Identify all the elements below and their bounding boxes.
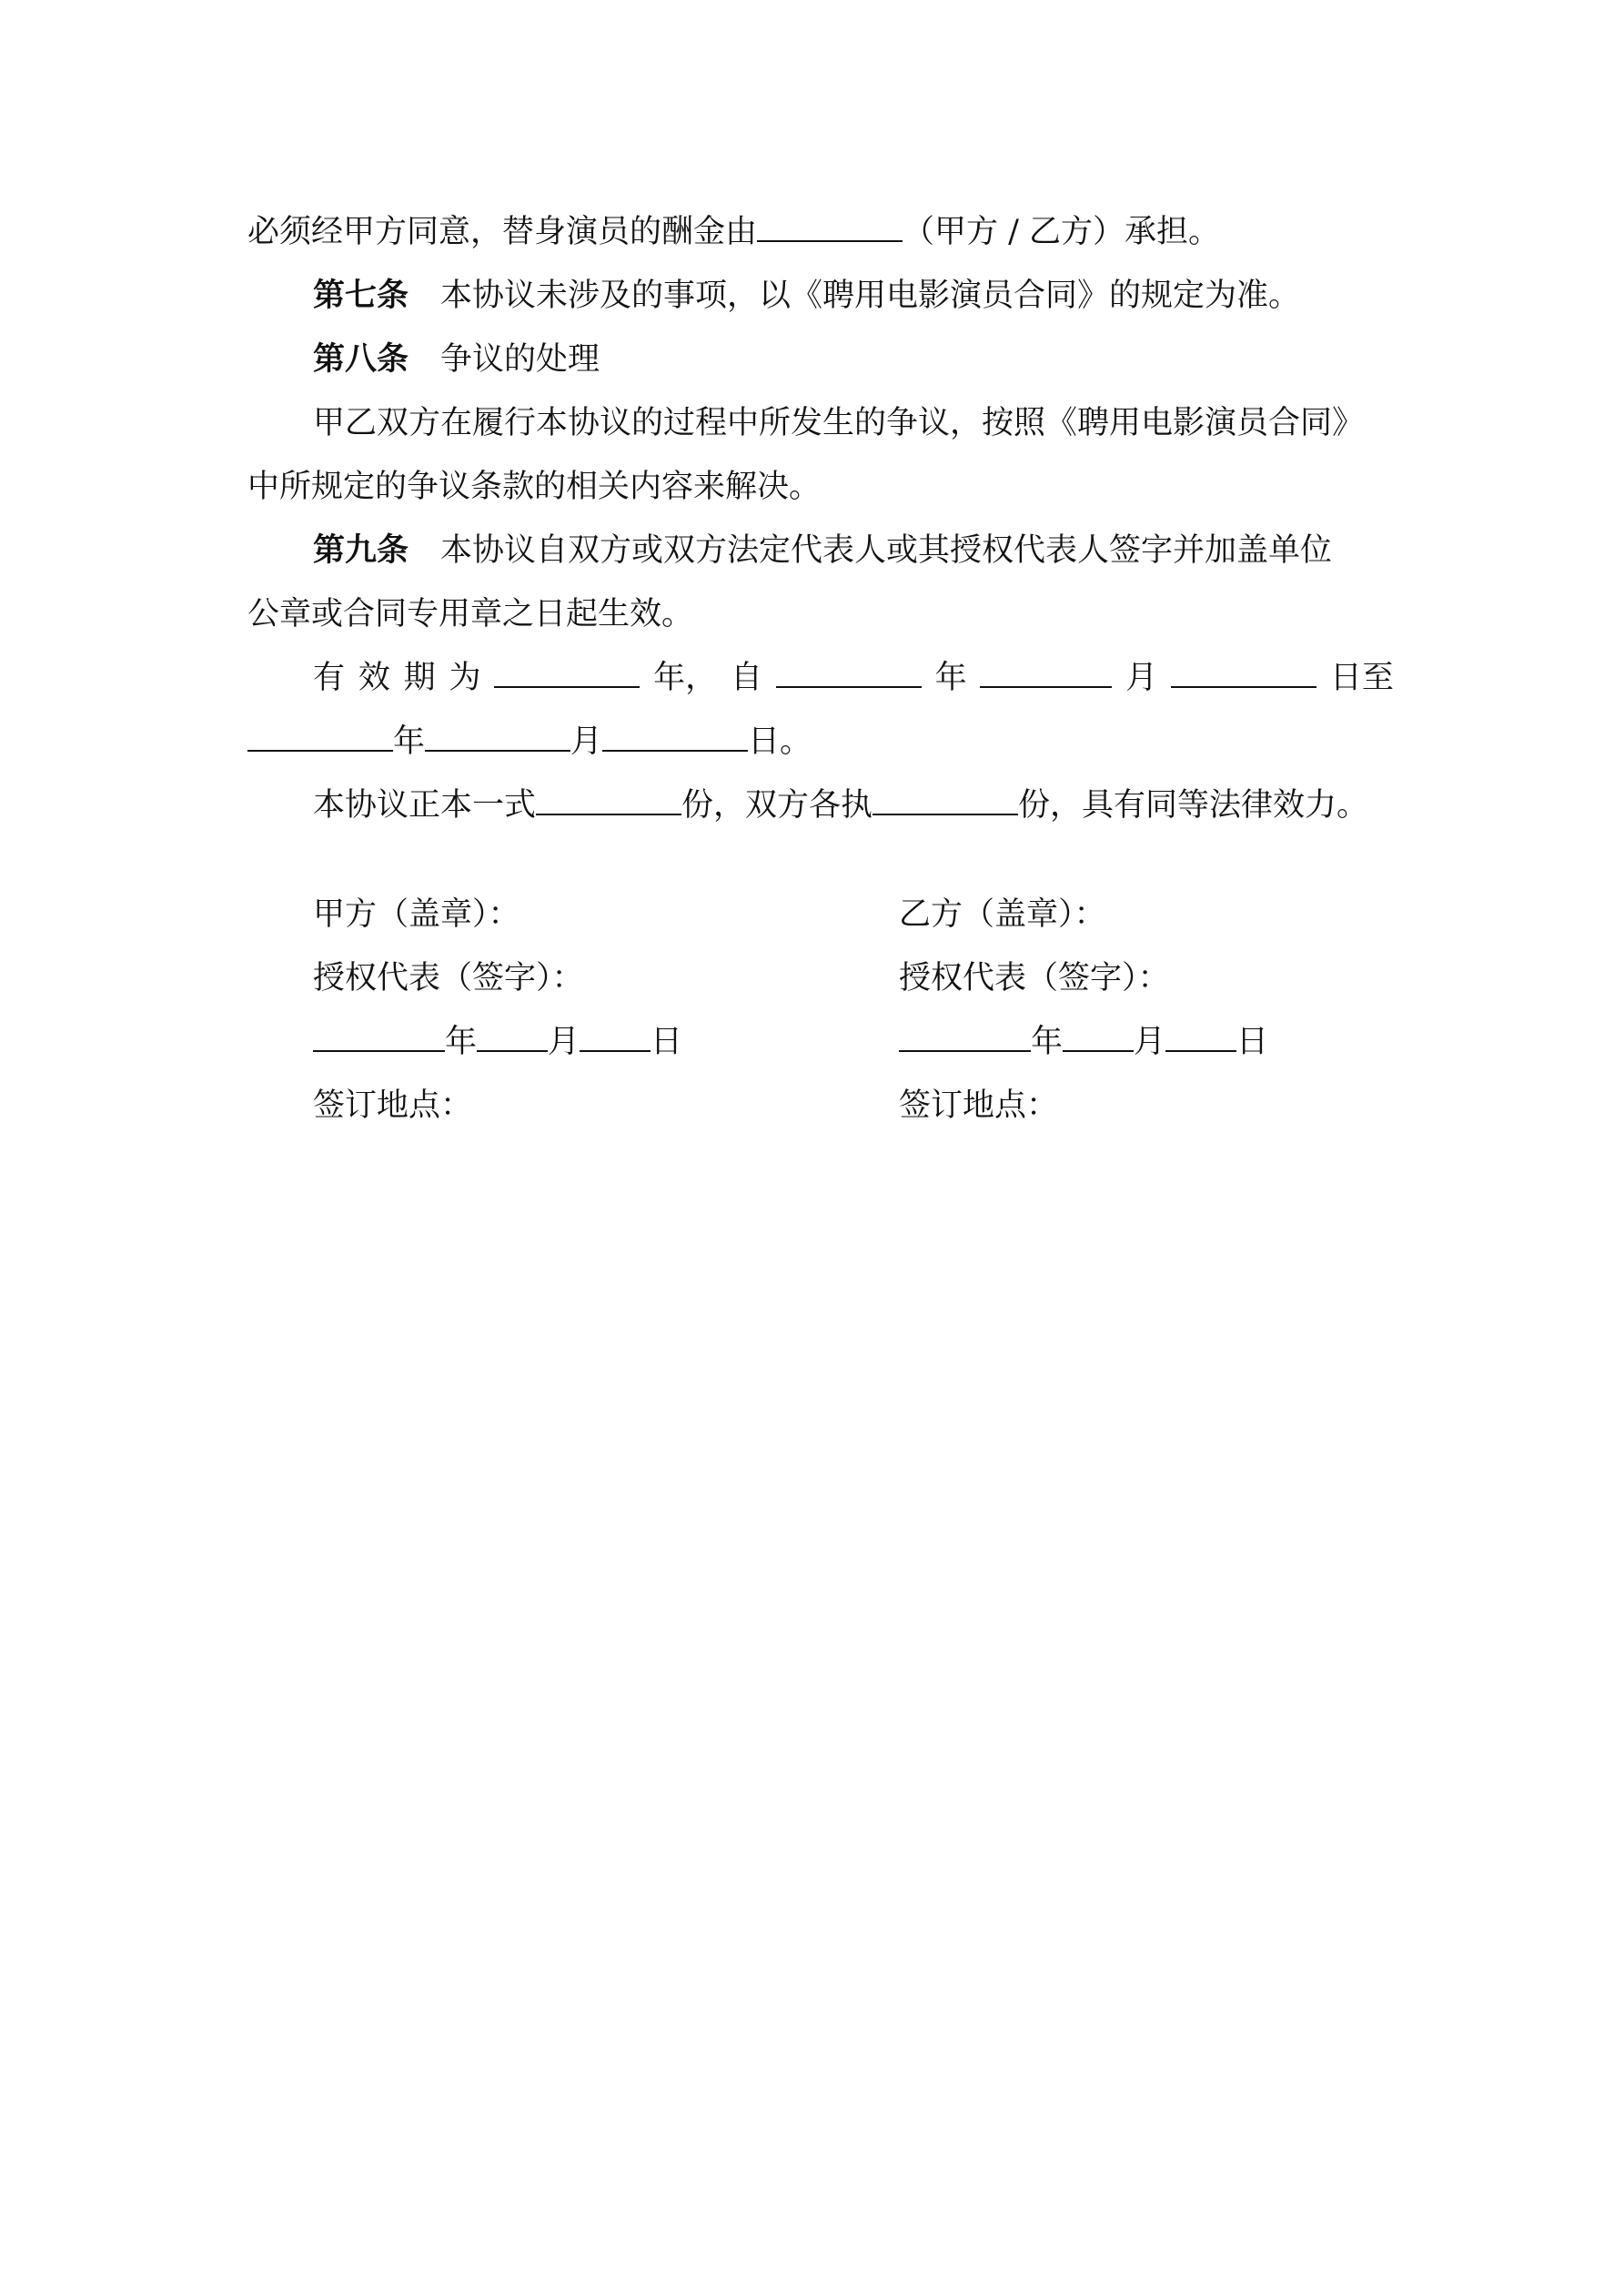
article-heading: 第八条 — [313, 340, 409, 378]
party-b-date: 年 月 日 — [899, 1019, 1268, 1065]
article-7: 第七条 本协议未涉及的事项，以《聘用电影演员合同》的规定为准。 — [313, 277, 1301, 314]
party-b-place: 签订地点： — [899, 1087, 1059, 1124]
fill-blank — [247, 719, 393, 752]
party-b-rep: 授权代表（签字）： — [899, 960, 1170, 996]
fill-blank — [757, 209, 903, 242]
dispute-line-2: 中所规定的争议条款的相关内容来解决。 — [247, 469, 822, 505]
fill-blank — [602, 719, 748, 752]
fill-blank — [873, 783, 1018, 815]
fill-blank — [536, 783, 681, 815]
article-heading: 第九条 — [313, 531, 409, 569]
article-9-line-2: 公章或合同专用章之日起生效。 — [247, 596, 694, 632]
dispute-line-1: 甲乙双方在履行本协议的过程中所发生的争议，按照《聘用电影演员合同》 — [313, 405, 1365, 441]
fill-blank — [980, 655, 1112, 688]
line-stand-in-fee: 必须经甲方同意，替身演员的酬金由 （甲方 / 乙方）承担。 — [247, 209, 1394, 255]
validity-line-1: 有 效 期 为 年， 自 年 月 日至 — [313, 655, 1394, 701]
article-heading: 第七条 — [313, 277, 409, 314]
fill-blank — [494, 655, 640, 688]
copies-line: 本协议正本一式 份，双方各执 份，具有同等法律效力。 — [313, 783, 1394, 828]
fill-blank — [477, 1019, 548, 1052]
party-a-seal: 甲方（盖章）： — [313, 896, 520, 933]
party-a-rep: 授权代表（签字）： — [313, 960, 584, 996]
fill-blank — [1165, 1019, 1236, 1052]
article-9: 第九条 本协议自双方或双方法定代表人或其授权代表人签字并加盖单位 — [313, 531, 1333, 569]
party-a-date: 年 月 日 — [313, 1019, 682, 1065]
party-a-place: 签订地点： — [313, 1087, 473, 1124]
fill-blank — [899, 1019, 1031, 1052]
fill-blank — [1063, 1019, 1134, 1052]
fill-blank — [425, 719, 570, 752]
fill-blank — [1171, 655, 1316, 688]
article-8: 第八条 争议的处理 — [313, 340, 600, 378]
fill-blank — [776, 655, 922, 688]
fill-blank — [580, 1019, 651, 1052]
validity-line-2: 年 月 日。 — [247, 719, 1394, 764]
party-b-seal: 乙方（盖章）： — [899, 896, 1106, 933]
fill-blank — [313, 1019, 445, 1052]
